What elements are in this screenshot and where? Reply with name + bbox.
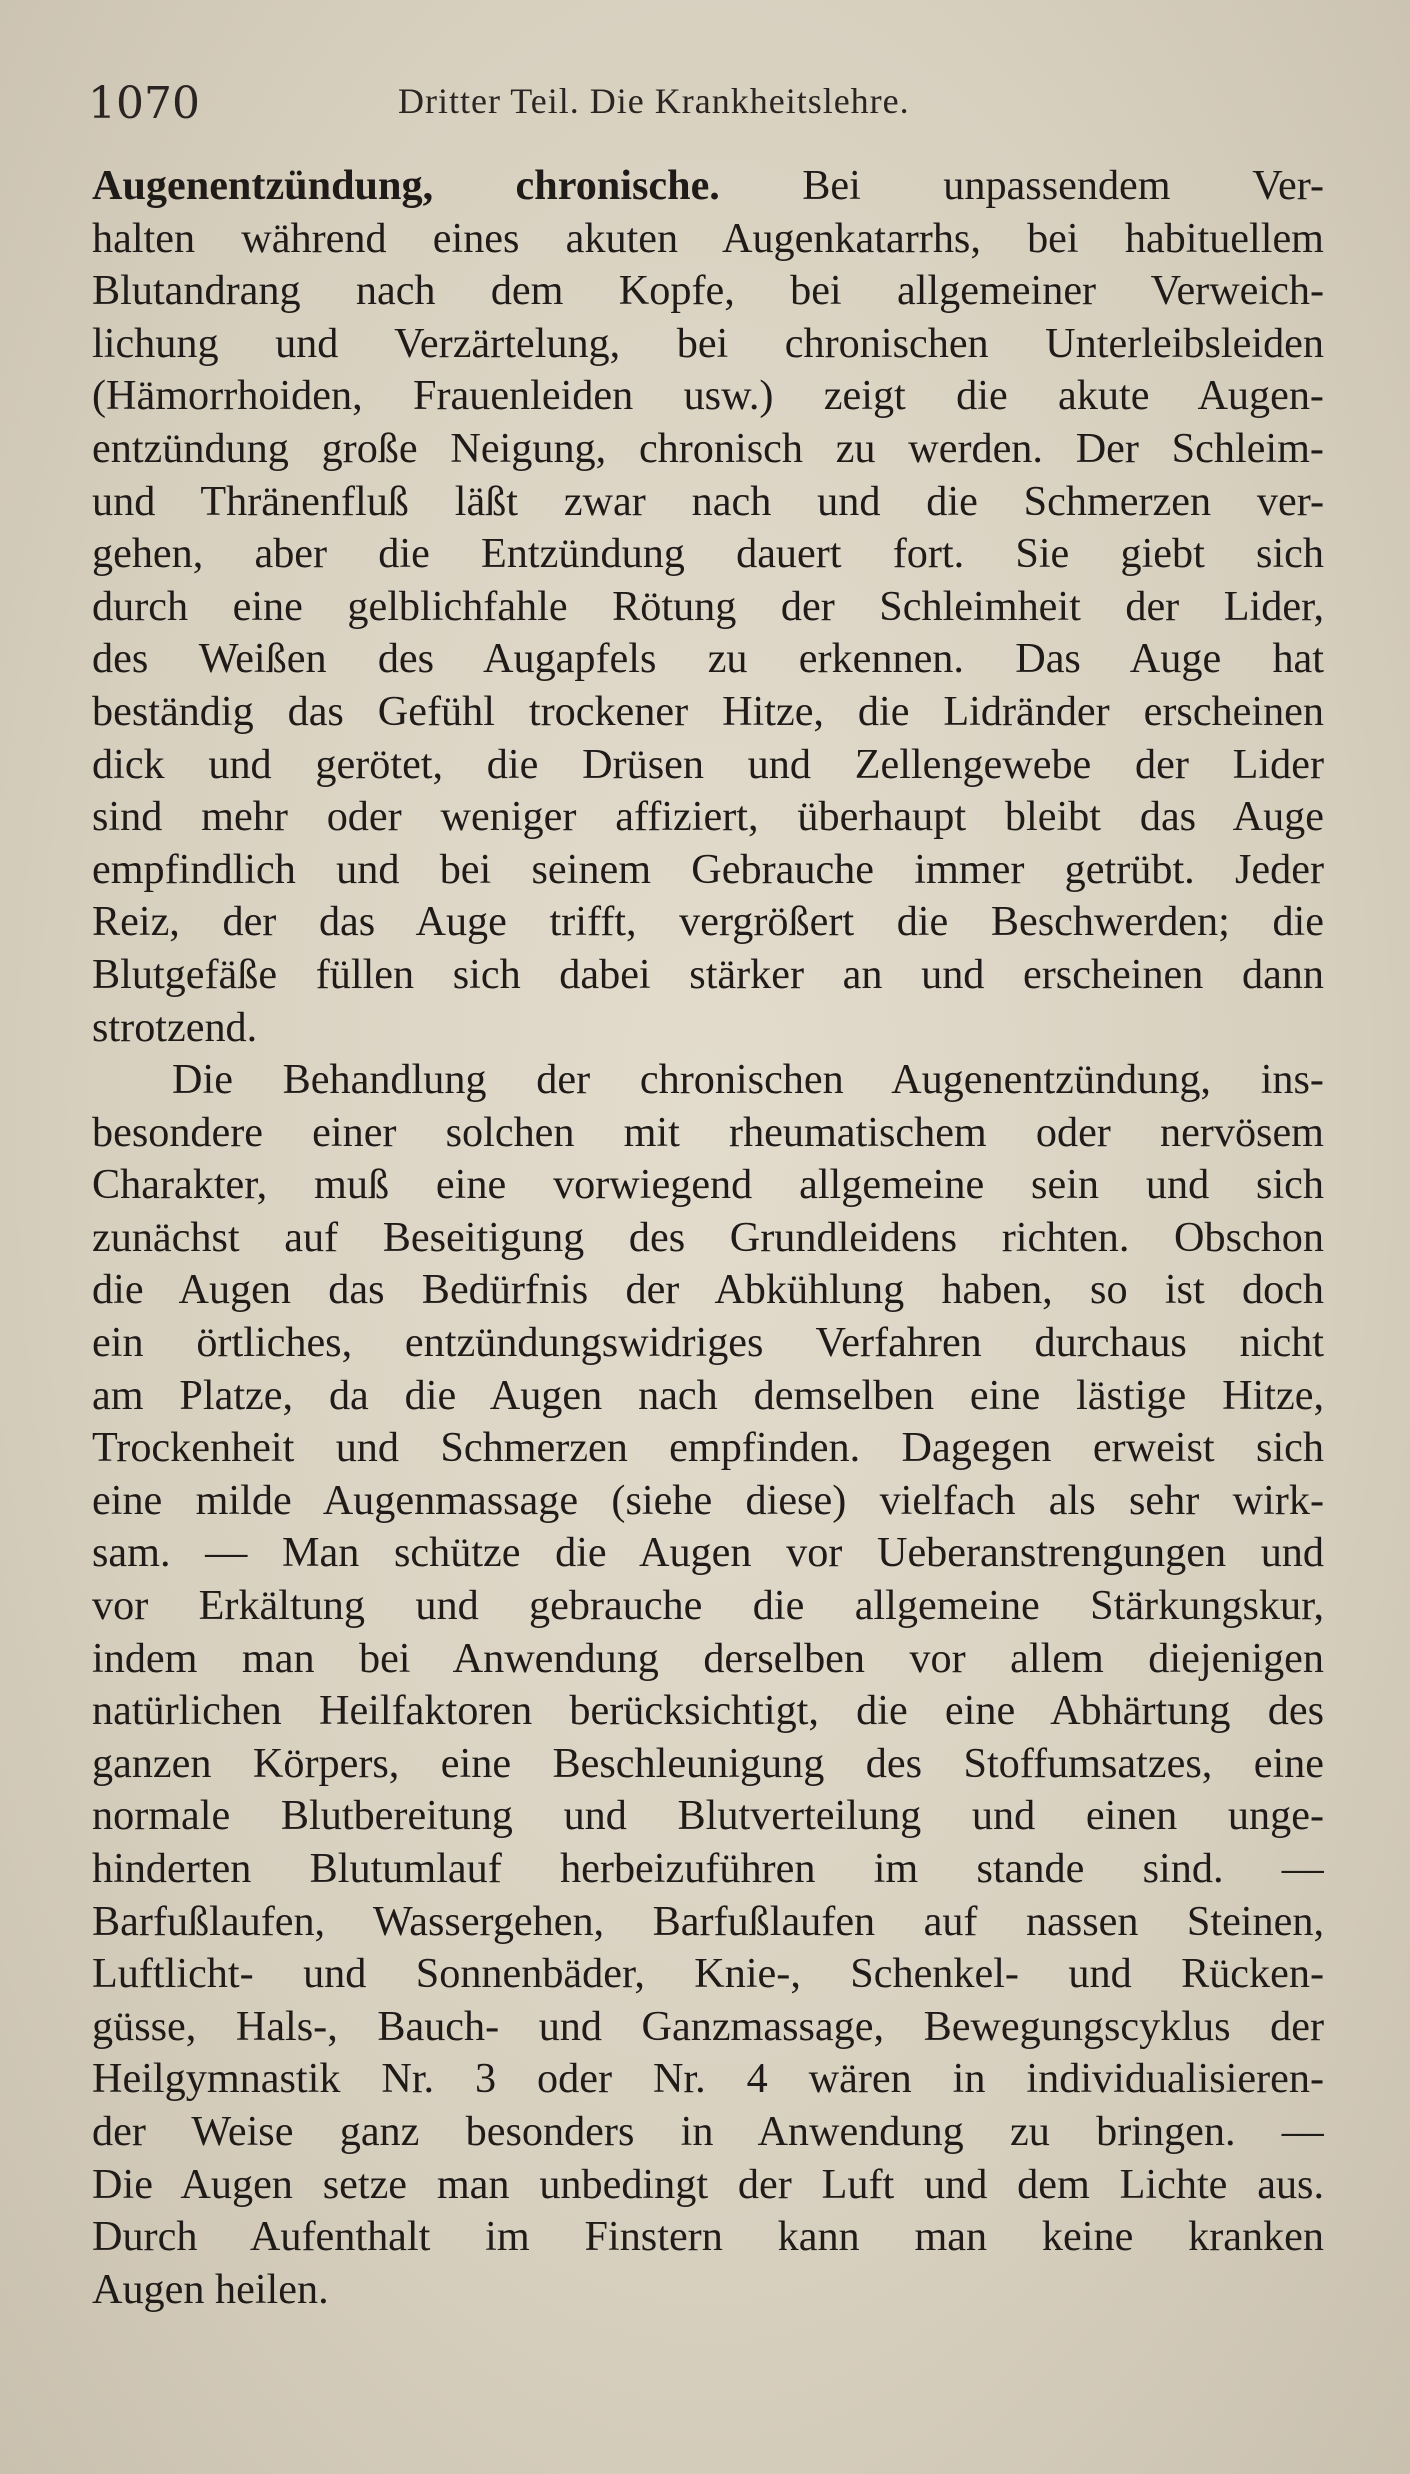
text-line: durch eine gelblichfahle Rötung der Schleimheit der Lider, [92, 582, 1324, 630]
text-line: sind mehr oder weniger affiziert, überhaupt bleibt das Auge [92, 793, 1324, 841]
text-line: ein örtliches, entzündungswidriges Verfahren durchaus nicht [92, 1319, 1324, 1367]
text-line: beständig das Gefühl trockener Hitze, die Lidränder erscheinen [92, 687, 1324, 735]
text-line: des Weißen des Augapfels zu erkennen. Das Auge hat [92, 635, 1324, 683]
text-line: Blutgefäße füllen sich dabei stärker an und erscheinen dann [92, 950, 1324, 998]
text-line: Luftlicht- und Sonnenbäder, Knie-, Schenkel- und Rücken- [92, 1950, 1324, 1998]
text-line: Barfußlaufen, Wassergehen, Barfußlaufen auf nassen Steinen, [92, 1897, 1324, 1945]
text-line: Blutandrang nach dem Kopfe, bei allgemeiner Verweich- [92, 267, 1324, 315]
text-line: am Platze, da die Augen nach demselben eine lästige Hitze, [92, 1371, 1324, 1419]
text-line: Heilgymnastik Nr. 3 oder Nr. 4 wären in individualisieren- [92, 2055, 1324, 2103]
text-line: halten während eines akuten Augenkatarrhs, bei habituellem [92, 214, 1324, 262]
text-line [92, 160, 1324, 213]
text-line: Reiz, der das Auge trifft, vergrößert die Beschwerden; die [92, 898, 1324, 946]
text-line: Trockenheit und Schmerzen empfinden. Dagegen erweist sich [92, 1424, 1324, 1472]
text-line: indem man bei Anwendung derselben vor allem diejenigen [92, 1634, 1324, 1682]
text-line-paragraph-end: Augen heilen. [92, 2265, 329, 2313]
text-line: entzündung große Neigung, chronisch zu werden. Der Schleim- [92, 424, 1324, 472]
text-line: der Weise ganz besonders in Anwendung zu bringen. — [92, 2107, 1324, 2155]
text-line: Charakter, muß eine vorwiegend allgemeine sein und sich [92, 1161, 1324, 1209]
body-text [92, 160, 1324, 2316]
text-line: Durch Aufenthalt im Finstern kann man keine kranken [92, 2213, 1324, 2261]
text-line: zunächst auf Beseitigung des Grundleidens richten. Obschon [92, 1213, 1324, 1261]
page-header [88, 78, 1330, 138]
text-line: gehen, aber die Entzündung dauert fort. Sie giebt sich [92, 530, 1324, 578]
text-line: hinderten Blutumlauf herbeizuführen im stande sind. — [92, 1845, 1324, 1892]
text-line: natürlichen Heilfaktoren berücksichtigt, die eine Abhärtung des [92, 1687, 1324, 1735]
text-line: vor Erkältung und gebrauche die allgemeine Stärkungskur, [92, 1582, 1324, 1630]
page-number: 1070 [88, 78, 200, 129]
text-line: dick und gerötet, die Drüsen und Zellengewebe der Lider [92, 740, 1324, 788]
text-line: sam. — Man schütze die Augen vor Ueberanstrengungen und [92, 1529, 1324, 1577]
text-line: die Augen das Bedürfnis der Abkühlung haben, so ist doch [92, 1266, 1324, 1314]
text-line-paragraph-start: Die Behandlung der chronischen Augenentzündung, ins- [172, 1056, 1324, 1104]
text-line: lichung und Verzärtelung, bei chronischen Unterleibsleiden [92, 319, 1324, 367]
running-head: Dritter Teil. Die Krankheitslehre. [398, 81, 910, 121]
text-line: und Thränenfluß läßt zwar nach und die Schmerzen ver- [92, 477, 1324, 525]
text-line: (Hämorrhoiden, Frauenleiden usw.) zeigt die akute Augen- [92, 372, 1324, 420]
text-line-fragment: Bei unpassendem Ver- [719, 162, 1324, 209]
text-line: güsse, Hals-, Bauch- und Ganzmassage, Bewegungscyklus der [92, 2002, 1324, 2050]
text-line: ganzen Körpers, eine Beschleunigung des Stoffumsatzes, eine [92, 1739, 1324, 1787]
text-line: eine milde Augenmassage (siehe diese) vielfach als sehr wirk- [92, 1476, 1324, 1524]
text-line-paragraph-end: strotzend. [92, 1003, 258, 1051]
section-heading: Augenentzündung, chronische. [92, 162, 720, 209]
text-line: besondere einer solchen mit rheumatischem oder nervösem [92, 1108, 1324, 1156]
text-line: empfindlich und bei seinem Gebrauche immer getrübt. Jeder [92, 845, 1324, 893]
text-line: Die Augen setze man unbedingt der Luft und dem Lichte aus. [92, 2160, 1324, 2208]
text-line: normale Blutbereitung und Blutverteilung und einen unge- [92, 1792, 1324, 1840]
